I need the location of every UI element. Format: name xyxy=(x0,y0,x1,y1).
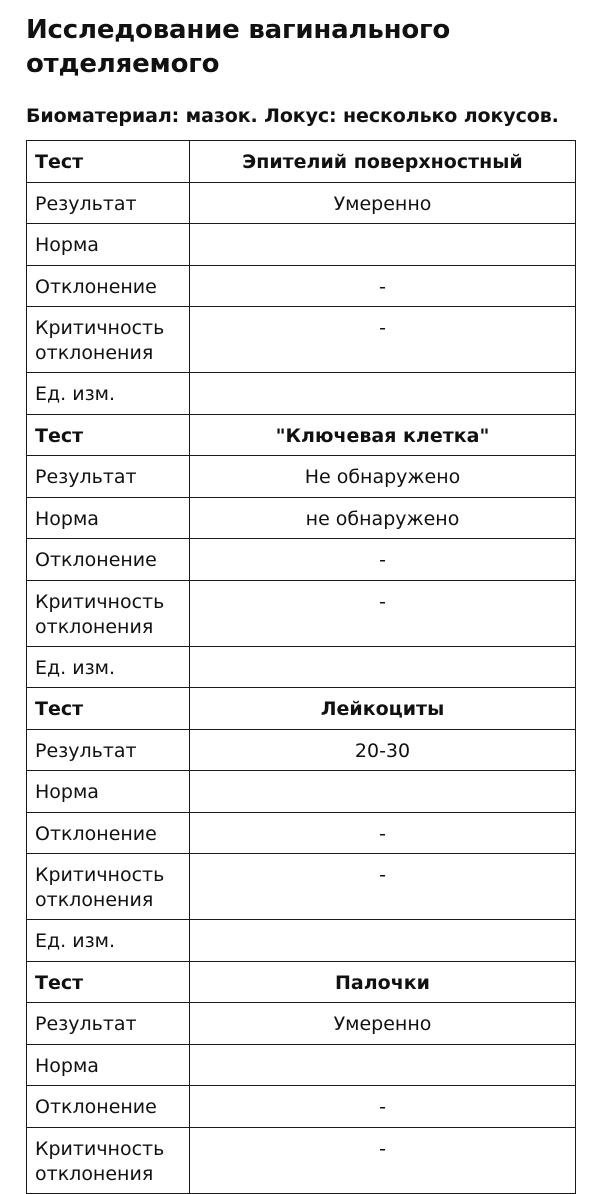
test-name: Эпителий поверхностный xyxy=(190,141,576,183)
result-label: Результат xyxy=(27,456,190,498)
test-header-row xyxy=(27,961,576,1003)
test-name: Лейкоциты xyxy=(190,688,576,730)
unit-label: Ед. изм. xyxy=(27,920,190,962)
test-name: Палочки xyxy=(190,961,576,1003)
results-table xyxy=(26,140,576,1194)
deviation-value: - xyxy=(190,812,576,854)
result-value: 20-30 xyxy=(190,729,576,771)
result-row xyxy=(27,182,576,224)
criticality-row xyxy=(27,580,576,646)
criticality-row xyxy=(27,854,576,920)
norm-row xyxy=(27,224,576,266)
unit-label: Ед. изм. xyxy=(27,646,190,688)
result-value: Умеренно xyxy=(190,182,576,224)
result-value: Умеренно xyxy=(190,1003,576,1045)
unit-value xyxy=(190,373,576,415)
result-value: Не обнаружено xyxy=(190,456,576,498)
norm-row xyxy=(27,771,576,813)
deviation-label: Отклонение xyxy=(27,1086,190,1128)
unit-row xyxy=(27,920,576,962)
deviation-row xyxy=(27,1086,576,1128)
norm-label: Норма xyxy=(27,771,190,813)
deviation-value: - xyxy=(190,265,576,307)
criticality-value: - xyxy=(190,580,576,646)
deviation-row xyxy=(27,812,576,854)
norm-row xyxy=(27,497,576,539)
norm-value xyxy=(190,771,576,813)
criticality-value: - xyxy=(190,854,576,920)
unit-row xyxy=(27,646,576,688)
test-label: Тест xyxy=(27,414,190,456)
unit-value xyxy=(190,646,576,688)
deviation-row xyxy=(27,265,576,307)
result-label: Результат xyxy=(27,1003,190,1045)
result-row xyxy=(27,456,576,498)
result-row xyxy=(27,1003,576,1045)
test-name: "Ключевая клетка" xyxy=(190,414,576,456)
test-label: Тест xyxy=(27,688,190,730)
norm-value xyxy=(190,1044,576,1086)
biomaterial-subtitle: Биоматериал: мазок. Локус: несколько локусов. xyxy=(26,105,559,127)
page-title: Исследование вагинального отделяемого xyxy=(26,15,451,79)
unit-label: Ед. изм. xyxy=(27,373,190,415)
norm-label: Норма xyxy=(27,224,190,266)
test-label: Тест xyxy=(27,141,190,183)
result-label: Результат xyxy=(27,182,190,224)
norm-value xyxy=(190,224,576,266)
criticality-row xyxy=(27,1127,576,1193)
norm-value: не обнаружено xyxy=(190,497,576,539)
criticality-row xyxy=(27,307,576,373)
deviation-label: Отклонение xyxy=(27,812,190,854)
test-header-row xyxy=(27,688,576,730)
test-label: Тест xyxy=(27,961,190,1003)
unit-value xyxy=(190,920,576,962)
norm-row xyxy=(27,1044,576,1086)
test-header-row xyxy=(27,141,576,183)
result-row xyxy=(27,729,576,771)
norm-label: Норма xyxy=(27,497,190,539)
criticality-label: Критичность отклонения xyxy=(27,307,190,373)
deviation-label: Отклонение xyxy=(27,539,190,581)
deviation-value: - xyxy=(190,539,576,581)
criticality-label: Критичность отклонения xyxy=(27,1127,190,1193)
deviation-label: Отклонение xyxy=(27,265,190,307)
deviation-value: - xyxy=(190,1086,576,1128)
unit-row xyxy=(27,373,576,415)
criticality-value: - xyxy=(190,1127,576,1193)
test-header-row xyxy=(27,414,576,456)
criticality-label: Критичность отклонения xyxy=(27,580,190,646)
report-page xyxy=(26,0,576,1185)
result-label: Результат xyxy=(27,729,190,771)
criticality-label: Критичность отклонения xyxy=(27,854,190,920)
deviation-row xyxy=(27,539,576,581)
criticality-value: - xyxy=(190,307,576,373)
norm-label: Норма xyxy=(27,1044,190,1086)
